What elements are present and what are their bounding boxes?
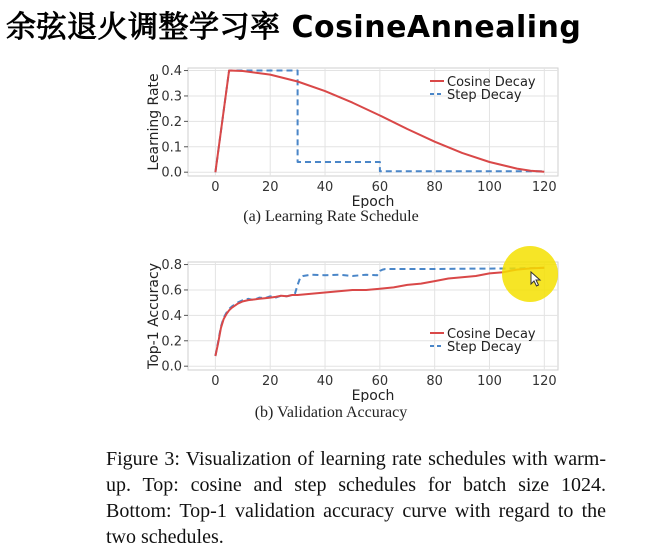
y-tick-label: 0.2 [161,114,182,130]
x-tick-label: 120 [531,180,557,195]
legend-label: Step Decay [447,340,522,355]
x-tick-label: 60 [371,374,389,389]
x-axis-label: Epoch [351,194,395,208]
y-tick-label: 0.0 [161,165,182,181]
y-tick-label: 0.0 [161,359,182,375]
accuracy-chart [0,252,662,402]
chart-b-caption: (b) Validation Accuracy [254,404,408,421]
legend-label: Cosine Decay [447,327,536,342]
mouse-pointer-icon [530,271,542,287]
y-axis-label: Top-1 Accuracy [146,263,162,369]
x-tick-label: 0 [211,374,220,389]
x-tick-label: 120 [531,374,557,389]
x-tick-label: 80 [426,180,443,195]
y-tick-label: 0.4 [161,308,182,324]
x-tick-label: 60 [371,180,389,195]
x-axis-label: Epoch [351,388,395,402]
y-tick-label: 0.2 [161,334,182,350]
x-tick-label: 80 [426,374,443,389]
legend-label: Step Decay [447,88,522,103]
x-tick-label: 20 [261,180,279,195]
x-tick-label: 20 [261,374,279,389]
x-tick-label: 0 [211,180,220,195]
y-tick-label: 0.4 [161,64,182,80]
y-tick-label: 0.8 [161,258,182,274]
y-tick-label: 0.6 [161,283,182,299]
page-title: 余弦退火调整学习率 CosineAnnealing [6,10,582,45]
legend-label: Cosine Decay [447,75,536,90]
x-tick-label: 100 [477,180,502,195]
y-tick-label: 0.3 [161,89,182,105]
x-tick-label: 40 [316,374,334,389]
figure-caption: Figure 3: Visualization of learning rate schedules with warm-up. Top: cosine and step schedules for batch size 1024. Bottom: Top-1 validation accuracy curve with regard to the two schedules. [106,448,606,548]
chart-a-caption: (a) Learning Rate Schedule [243,208,419,225]
learning-rate-chart [0,58,662,208]
x-tick-label: 100 [477,374,502,389]
x-tick-label: 40 [316,180,334,195]
y-tick-label: 0.1 [161,140,182,156]
y-axis-label: Learning Rate [146,73,162,171]
